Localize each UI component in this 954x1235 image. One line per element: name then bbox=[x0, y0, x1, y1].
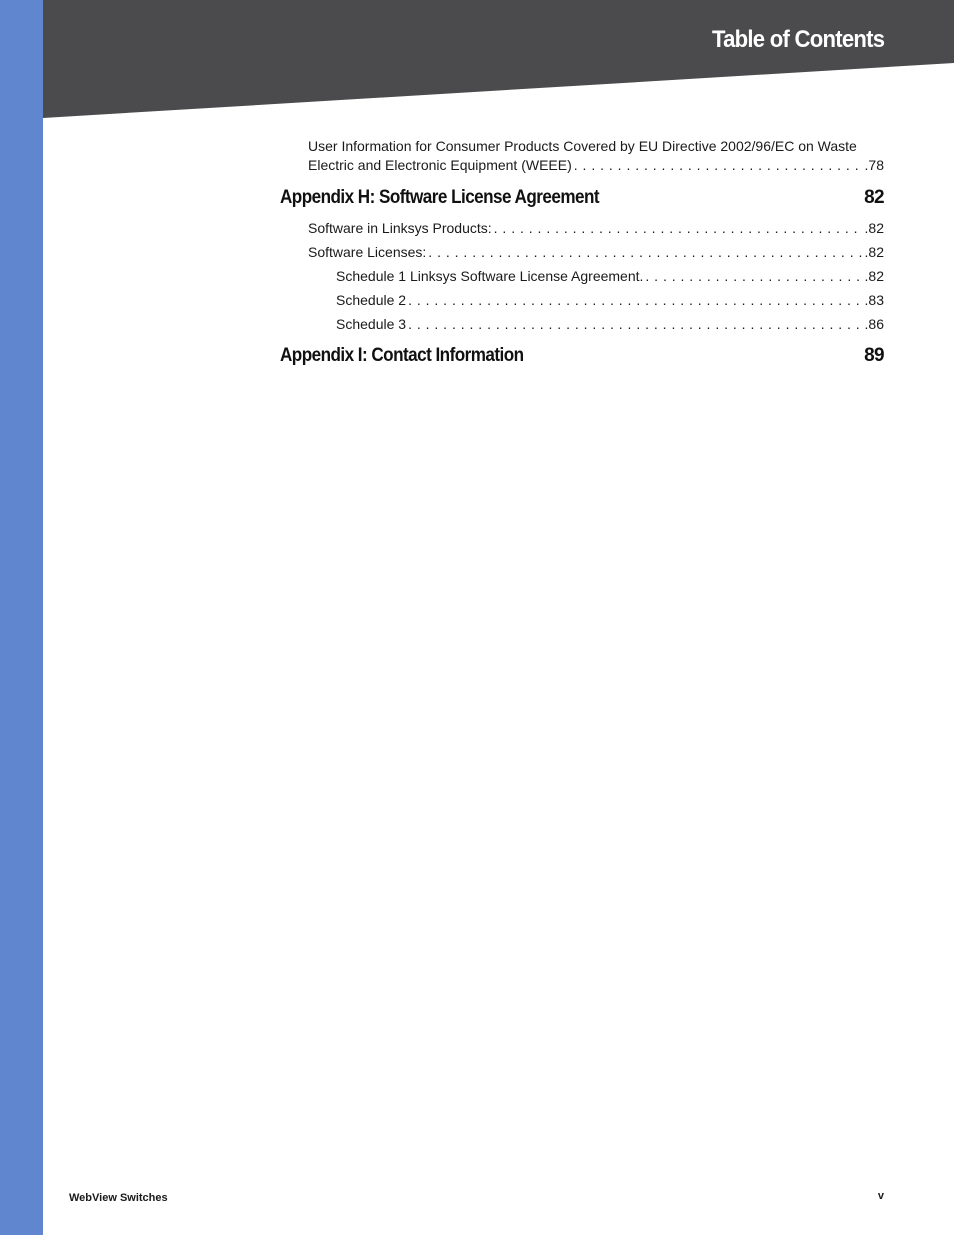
toc-entry-page: .82 bbox=[864, 268, 884, 284]
toc-entry-page: .78 bbox=[864, 157, 884, 173]
leader-dots bbox=[408, 315, 862, 334]
toc-entry-label: Schedule 3 bbox=[336, 316, 407, 332]
toc-entry-page: .86 bbox=[864, 316, 884, 332]
leader-dots bbox=[408, 291, 862, 310]
toc-entry-page: .83 bbox=[864, 292, 884, 308]
sidebar-stripe bbox=[0, 0, 43, 1235]
appendix-page: 82 bbox=[864, 187, 884, 208]
toc-appendix-h[interactable] bbox=[280, 187, 884, 209]
toc-entry-weee[interactable] bbox=[280, 156, 884, 175]
toc-entry-page: .82 bbox=[864, 220, 884, 236]
footer-page-number: v bbox=[877, 1190, 884, 1202]
table-of-contents bbox=[280, 137, 884, 367]
toc-entry-page: .82 bbox=[864, 244, 884, 260]
toc-entry-weee-line1: User Information for Consumer Products Covered by EU Directive 2002/96/EC on Waste bbox=[308, 138, 857, 154]
leader-dots bbox=[428, 243, 862, 262]
toc-entry-label: Schedule 2 bbox=[336, 292, 407, 308]
toc-appendix-i[interactable] bbox=[280, 345, 884, 367]
leader-dots bbox=[645, 267, 862, 286]
leader-dots bbox=[494, 219, 863, 238]
toc-entry-software-licenses[interactable] bbox=[280, 243, 884, 262]
toc-entry-schedule-1[interactable] bbox=[280, 267, 884, 286]
toc-entry-schedule-3[interactable] bbox=[280, 315, 884, 334]
leader-dots bbox=[574, 156, 863, 175]
toc-entry-label: Software in Linksys Products: bbox=[308, 220, 492, 236]
footer-document-title: WebView Switches bbox=[69, 1192, 168, 1204]
toc-entry-label: Schedule 1 Linksys Software License Agreement. bbox=[336, 268, 644, 284]
toc-entry-label: Software Licenses: bbox=[308, 244, 427, 260]
header-band bbox=[43, 0, 954, 120]
toc-entry-software-in-linksys[interactable] bbox=[280, 219, 884, 238]
appendix-title: Appendix I: Contact Information bbox=[280, 345, 524, 366]
page-title: Table of Contents bbox=[711, 26, 884, 53]
toc-entry-label: Electric and Electronic Equipment (WEEE) bbox=[308, 157, 572, 173]
appendix-page: 89 bbox=[864, 345, 884, 366]
appendix-title: Appendix H: Software License Agreement bbox=[280, 187, 600, 208]
toc-entry-schedule-2[interactable] bbox=[280, 291, 884, 310]
